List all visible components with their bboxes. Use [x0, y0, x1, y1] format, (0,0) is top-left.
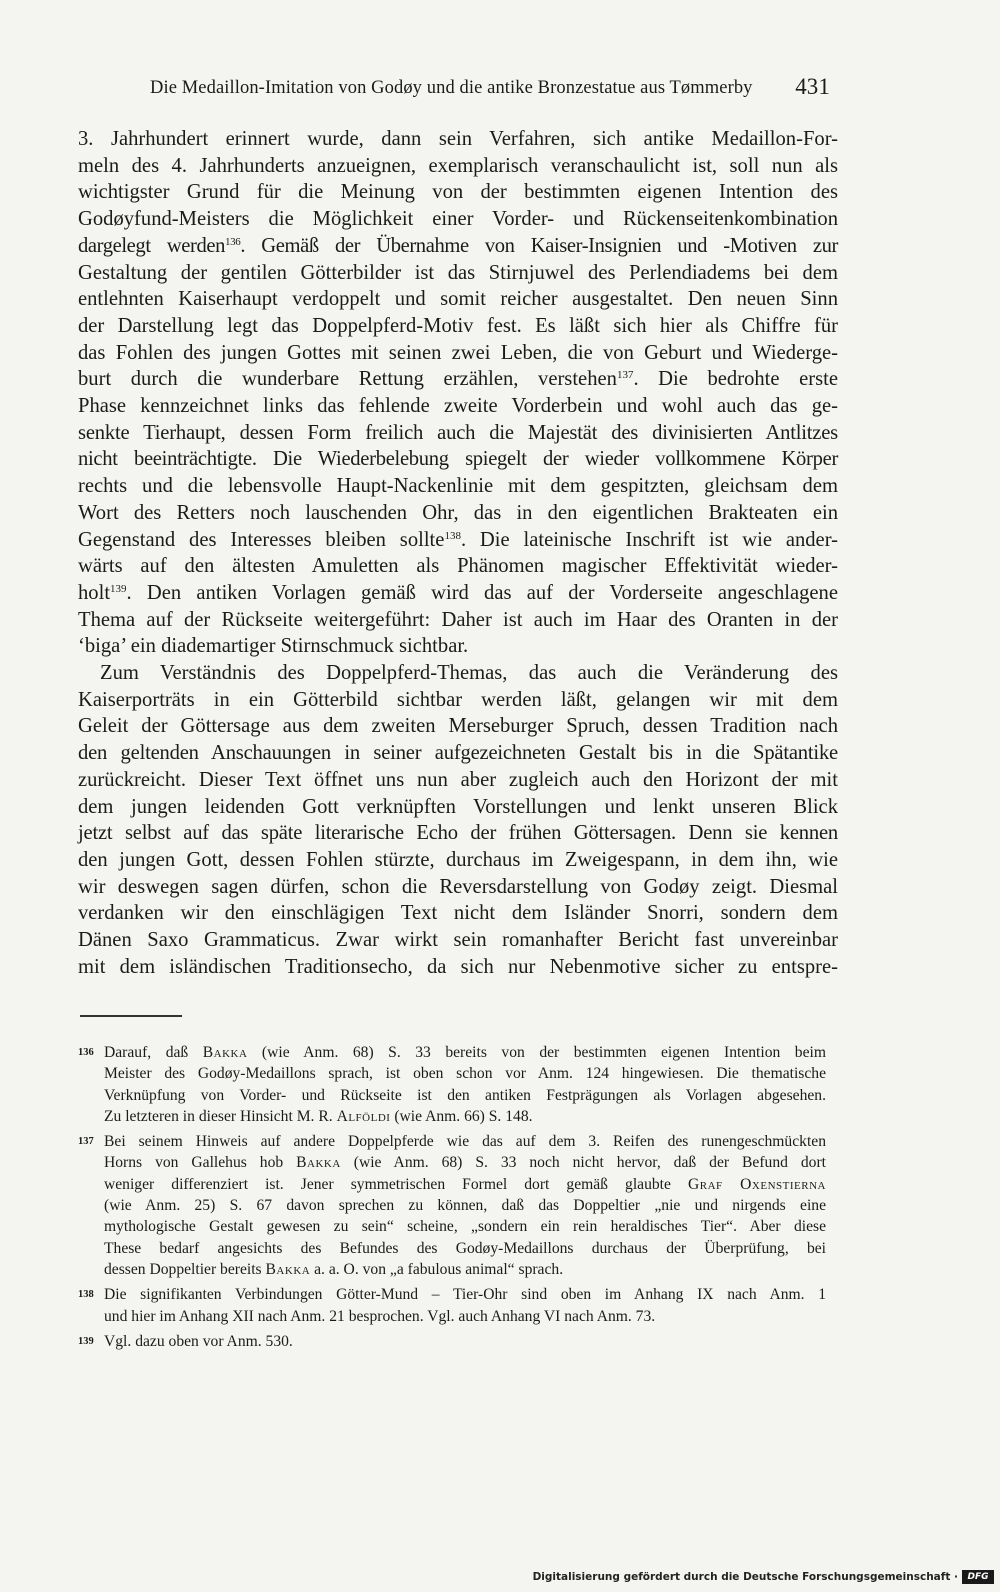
footnote-number: 136 — [78, 1047, 94, 1058]
footnote-number: 139 — [78, 1335, 94, 1347]
footnote-136: 136 Darauf, daß Bakka (wie Anm. 68) S. 33 bereits von der bestimmten eigenen Intention beim Meister des Godøy-Medaillons sprach, ist oben schon vor Anm. 124 hingewiesen. Die thematische Verknüpfung von Vorder- und Rückseite ist den antiken Festprägungen als Vorlagen abgesehen. Zu letzteren in dieser Hinsicht M. R. Alföldi (wie Anm. 66) S. 148. — [78, 1044, 826, 1125]
footnote-ref-136[interactable]: 136 — [225, 235, 241, 248]
footnote-137: 137 Bei seinem Hinweis auf andere Doppelpferde wie das auf dem 3. Reifen des runengeschmückten Horns von Gallehus hob Bakka (wie Anm. 68) S. 33 noch nicht hervor, daß der Befund dort weniger differenziert ist. Jener symmetrischen Formel dort gemäß glaubte Graf Oxenstierna (wie Anm. 25) S. 67 davon sprechen zu können, daß das Doppeltier „nie und nirgends eine mythologische Gestalt gewesen zu sein“ scheine, „sondern ein rein heraldisches Tier“. Aber diese These bedarf angesichts des Befundes des Godøy-Medaillons durchaus der Überprüfung, bei dessen Doppeltier bereits Bakka a. a. O. von „a fabulous animal“ sprach. — [78, 1133, 826, 1278]
digitization-credit — [533, 1568, 994, 1586]
footnote-ref-139[interactable]: 139 — [110, 582, 127, 595]
digitization-label: Digitalisierung gefördert durch die Deutsche Forschungsgemeinschaft · — [532, 1571, 958, 1583]
footnote-separator — [80, 1015, 182, 1017]
paragraph-1: 3. Jahrhundert erinnert wurde, dann sein Verfahren, sich antike Medaillon-For- meln des 4. Jahrhunderts anzueignen, exemplarisch veranschaulicht ist, soll nun als wichtigster Grund für die Meinung von der bestimmten eigenen Intention des Godøyfund-Meisters die Möglichkeit einer Vorder- und Rückenseitenkombination dargelegt werden$^{136}$. Gemäß der Übernahme von Kaiser-Insignien und -Motiven zur Gestaltung der gentilen Götterbilder ist das Stirnjuwel des Perlendiadems bei dem entlehnten Kaiserhaupt verdoppelt und somit reicher ausgestaltet. Den neuen Sinn der Darstellung legt das Doppelpferd-Motiv fest. Es läßt sich hier als Chiffre für das Fohlen des jungen Gottes mit seinen zwei Leben, die von Geburt und Wiederge- burt durch die wunderbare Rettung erzählen, verstehen$^{137}$. Die bedrohte erste Phase kennzeichnet links das fehlende zweite Vorderbein und wohl auch das ge- senkte Tierhaupt, dessen Form freilich auch die Majestät des divinisierten Antlitzes nicht beeinträchtigte. Die Wiederbelebung spiegelt der wieder vollkommene Körper rechts und die lebensvolle Haupt-Nackenlinie mit dem gespitzten, gleichsam dem Wort des Retters noch lauschenden Ohr, das in den eigentlichen Brakteaten ein Gegenstand des Interesses bleiben sollte$^{138}$. Die lateinische Inschrift ist wie ander- wärts auf den ältesten Amuletten als Phänomen magischer Effektivität wieder- holt$^{139}$. Den antiken Vorlagen gemäß wird das auf der Vorderseite angeschlagene Thema auf der Rückseite weitergeführt: Daher ist auch im Haar des Oranten in der ‘biga’ ein diademartiger Stirnschmuck sichtbar. — [78, 128, 838, 658]
footnote-ref-137[interactable]: 137 — [616, 369, 634, 382]
dfg-logo[interactable]: DFG — [962, 1570, 994, 1584]
running-title: Die Medaillon-Imitation von Godøy und die antike Bronzestatue aus Tømmerby — [150, 78, 753, 98]
page-number: 431 — [795, 74, 830, 99]
main-text — [78, 126, 838, 981]
footnote-139: 139 Vgl. dazu oben vor Anm. 530. — [78, 1331, 826, 1352]
footnotes — [78, 1042, 826, 1356]
footnote-number: 137 — [78, 1136, 94, 1148]
footnote-number: 138 — [78, 1289, 94, 1301]
paragraph-2: Zum Verständnis des Doppelpferd-Themas, das auch die Veränderung des Kaiserporträts in ein Götterbild sichtbar werden läßt, gelangen wir mit dem Geleit der Göttersage aus dem zweiten Merseburger Spruch, dessen Tradition nach den geltenden Anschauungen in seiner aufgezeichneten Gestalt bis in die Spätantike zurückreicht. Dieser Text öffnet uns nun aber zugleich auch den Horizont der mit dem jungen leidenden Gott verknüpften Vorstellungen und lenkt unseren Blick jetzt selbst auf das späte literarische Echo der frühen Göttersagen. Denn sie kennen den jungen Gott, dessen Fohlen stürzte, durchaus im Zweigespann, in dem ihn, wie wir deswegen sagen dürfen, schon die Reversdarstellung von Godøy zeigt. Diesmal verdanken wir den einschlägigen Text nicht dem Isländer Snorri, sondern dem Dänen Saxo Grammaticus. Zwar wirkt sein romanhafter Bericht fast unvereinbar mit dem isländischen Traditionsecho, da sich nur Nebenmotive sicher zu entspre- — [78, 662, 838, 978]
footnote-ref-138[interactable]: 138 — [444, 529, 461, 542]
running-header — [150, 74, 830, 104]
footnote-138: 138 Die signifikanten Verbindungen Götter-Mund – Tier-Ohr sind oben im Anhang IX nach Anm. 1 und hier im Anhang XII nach Anm. 21 besprochen. Vgl. auch Anhang VI nach Anm. 73. — [78, 1286, 826, 1325]
